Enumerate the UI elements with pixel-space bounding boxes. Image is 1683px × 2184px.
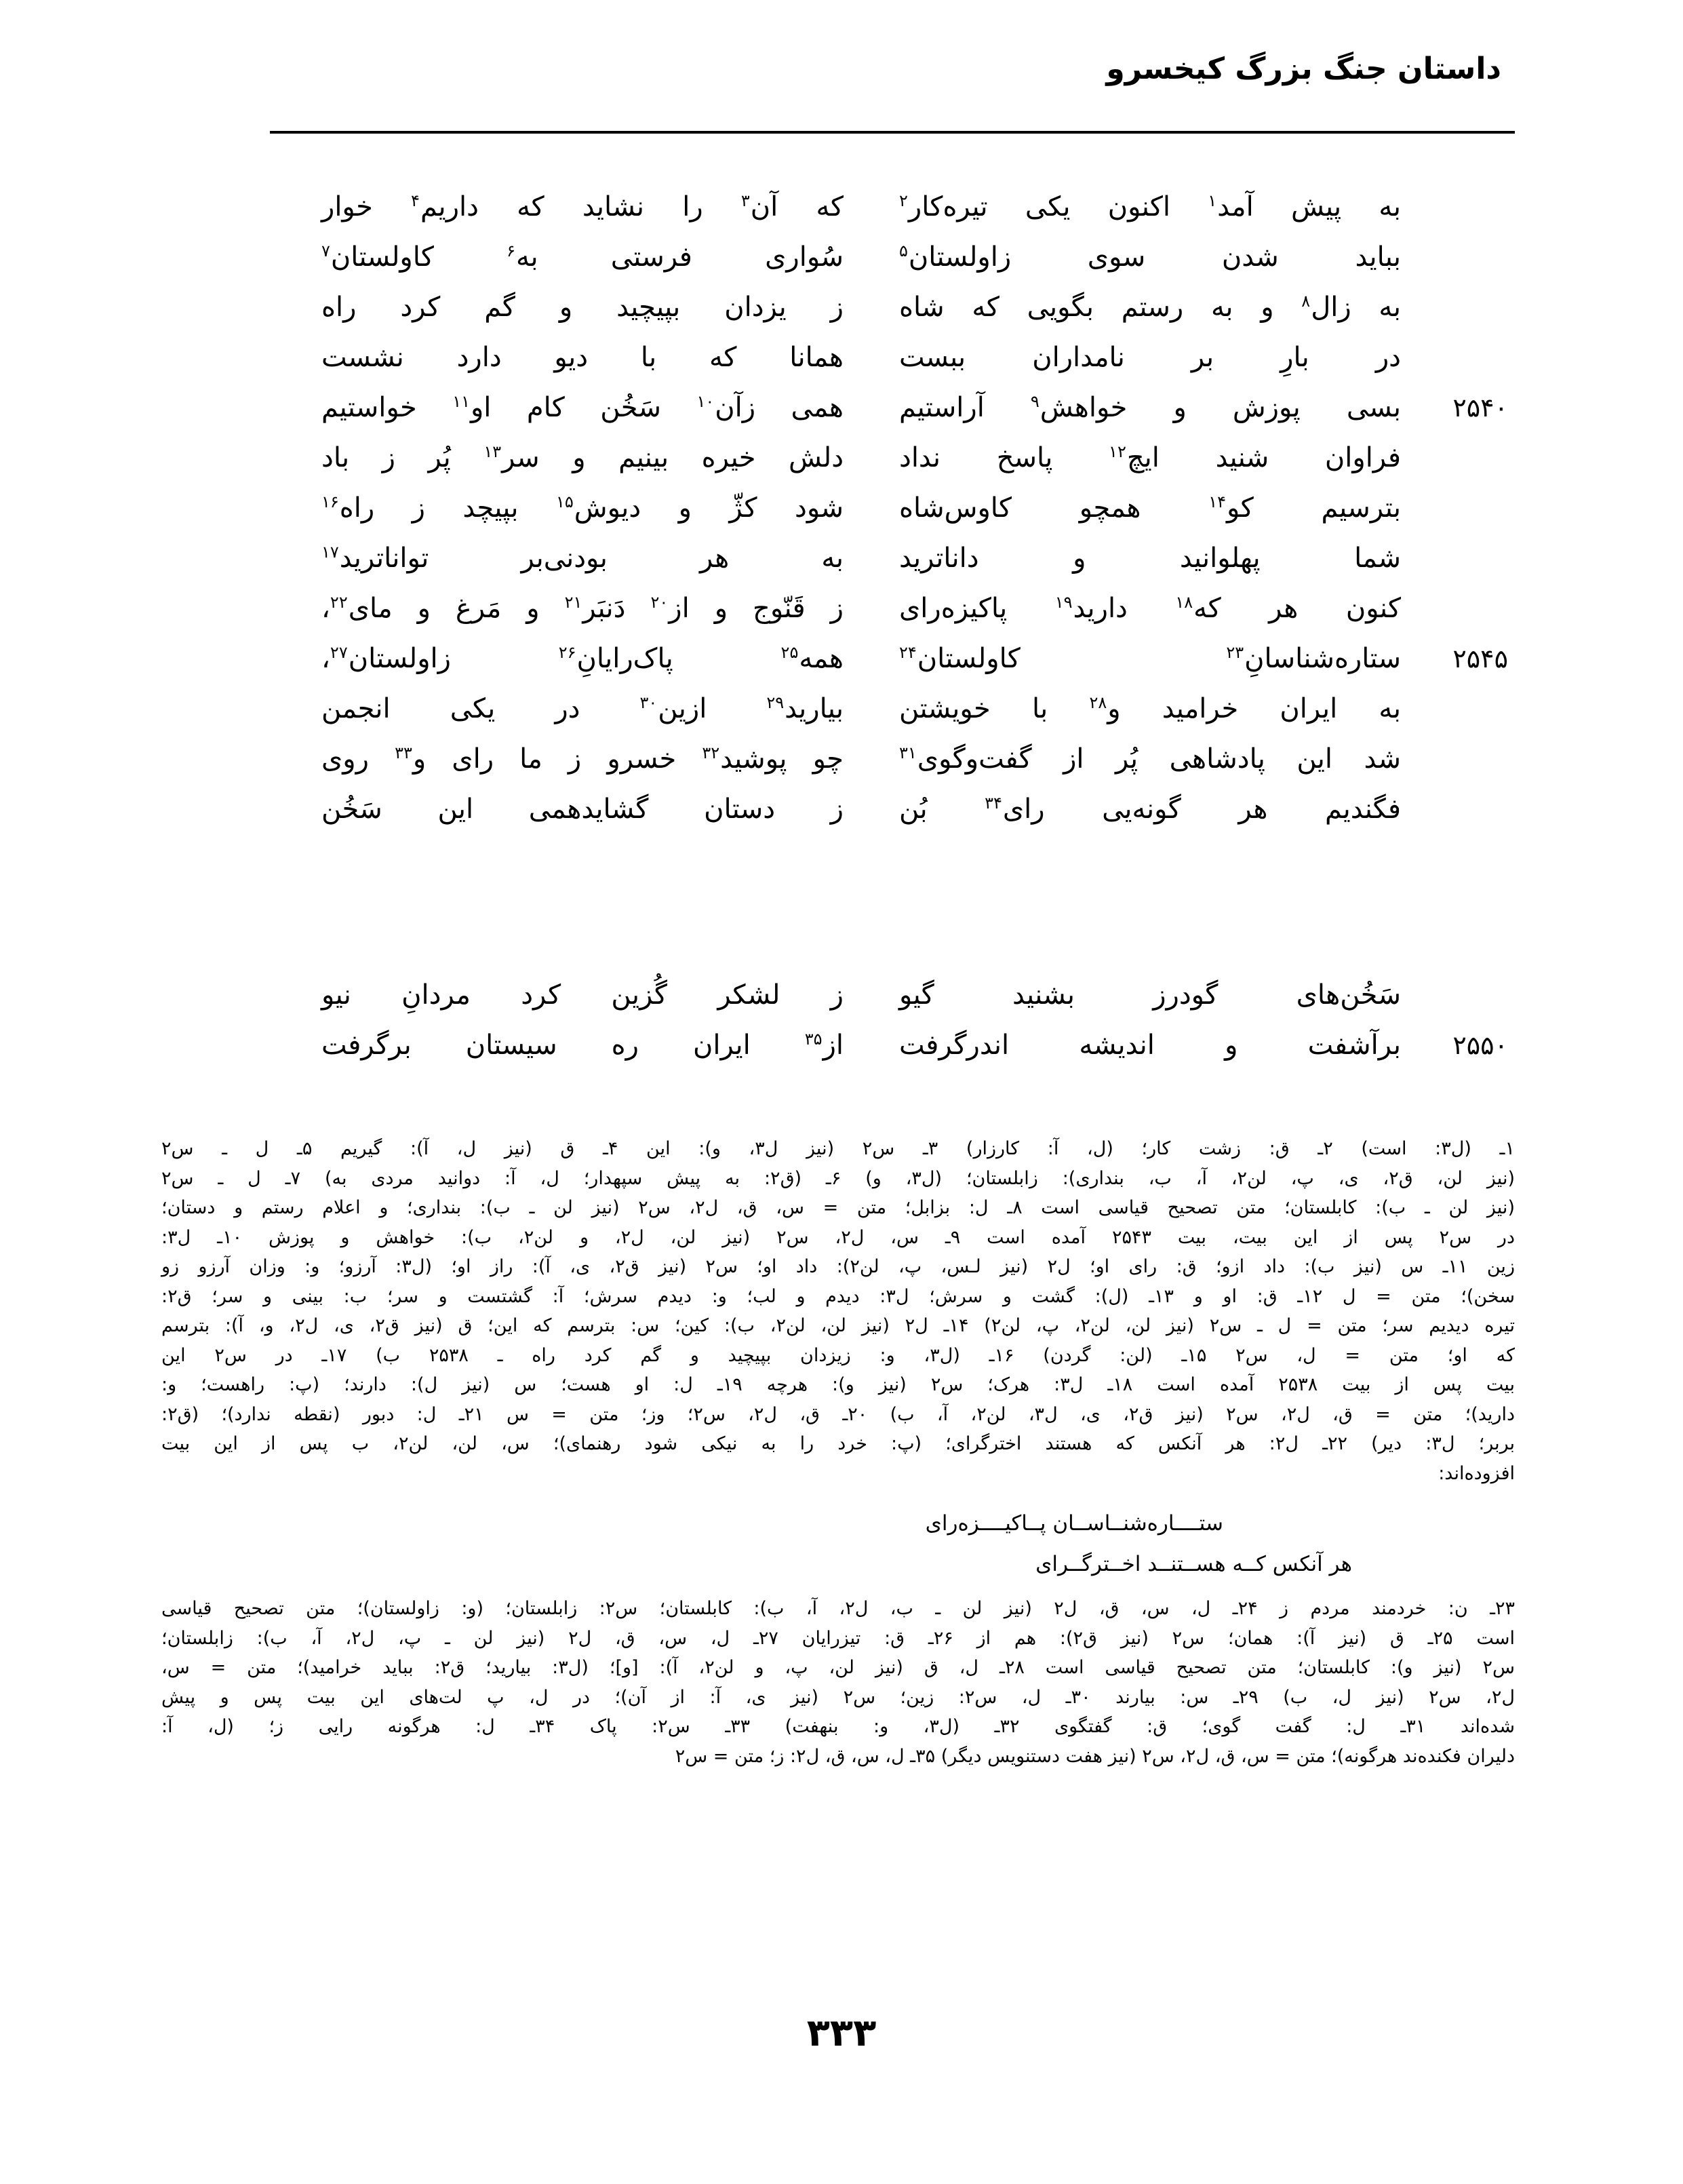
running-head <box>168 53 1515 100</box>
hemistich-second: ز دستان گشایدهمی این سَخُن <box>321 794 844 825</box>
apparatus-line: (نیز لن ـ ب): کابلستان؛ متن تصحیح قیاسی است ۸ـ ل: بزابل؛ متن = س، ق، ل۲، س۲ (نیز لن ـ ب): بنداری؛ و اعلام رستم و دستان؛ <box>161 1197 1515 1218</box>
header-rule <box>270 131 1515 134</box>
hemistich-first: برآشفت و اندیشه اندرگرفت <box>899 1030 1401 1061</box>
apparatus-line: دلیران فکنده‌ند هرگونه)؛ متن = س، ق، ل۲، س۲ (نیز هفت دستنویس دیگر) ۳۵ـ ل، س، ق، ل۲: ز؛ متن = س۲ <box>675 1745 1515 1767</box>
hemistich-first: فراوان شنید ایچ$^{۱۲}$ پاسخ نداد <box>899 442 1401 473</box>
couplet-list <box>270 182 1515 834</box>
inserted-hemistich-1: ستــــاره‌شنــاســان پــاکیــــزه‌رای <box>925 1511 1223 1536</box>
couplet <box>270 433 1515 483</box>
hemistich-first: بباید شدن سوی زاولستان$^۵$ <box>899 241 1401 273</box>
hemistich-second: ز یزدان بپیچید و گم کرد راه <box>321 292 844 323</box>
hemistich-first: به زال$^۸$ و به رستم بگویی که شاه <box>899 291 1401 323</box>
apparatus-line: در س۲ پس از این بیت، بیت ۲۵۴۳ آمده است ۹ـ س، ل۲، س۲ (نیز لن، ل۲، و لن۲، ب): خواهش و پوزش ۱۰ـ ل۳: <box>161 1226 1515 1248</box>
hemistich-second: به هر بودنی‌بر تواناترید$^{۱۷}$ <box>321 542 844 574</box>
running-head-title: داستان جنگ بزرگ کیخسرو <box>1106 52 1501 86</box>
apparatus-line: افزوده‌اند: <box>1438 1462 1515 1484</box>
apparatus-line: (نیز لن، ق۲، ی، پ، لن۲، آ، ب، بنداری): زابلستان؛ (ل۳، و) ۶ـ (ق۲: به پیش سپهدار؛ ل، آ: دوانید مردی به) ۷ـ ل ـ س۲ <box>161 1167 1515 1189</box>
apparatus-line: ۱ـ (ل۳: است) ۲ـ ق: زشت کار؛ (ل، آ: کارزار) ۳ـ س۲ (نیز ل۳، و): این ۴ـ ق (نیز ل، آ): گیریم ۵ـ ل ـ س۲ <box>161 1138 1515 1159</box>
hemistich-second: همانا که با دیو دارد نشست <box>321 342 844 373</box>
hemistich-first: بترسیم کو$^{۱۴}$ همچو کاوس‌شاه <box>899 492 1401 524</box>
couplet <box>270 970 1515 1020</box>
apparatus-line: ل۲، س۲ (نیز ل، ب) ۲۹ـ س: بیارند ۳۰ـ ل، س۲: زین؛ س۲ (نیز ی، آ: از آن)؛ در ل، پ لت‌های این بیت پس و پیش <box>161 1686 1515 1708</box>
couplet <box>270 684 1515 734</box>
hemistich-second: سُواری فرستی به$^۶$ کاولستان$^۷$ <box>321 241 844 273</box>
couplet <box>270 483 1515 533</box>
hemistich-second: ز قَنّوج و از$^{۲۰}$ دَنبَر$^{۲۱}$ و مَرغ و مای$^{۲۲}$، <box>321 592 844 624</box>
apparatus-line: شده‌اند ۳۱ـ ل: گفت گوی؛ ق: گفتگوی ۳۲ـ (ل۳، و: بنهفت) ۳۳ـ س۲: پاک ۳۴ـ ل: هرگونه رایی ز؛ (ل، آ: <box>161 1716 1515 1737</box>
hemistich-second: همی زآن$^{۱۰}$ سَخُن کام او$^{۱۱}$ خواستیم <box>321 391 844 423</box>
hemistich-first: به ایران خرامید و$^{۲۸}$ با خویشتن <box>899 693 1402 724</box>
apparatus-line: که او؛ متن = ل، س۲ ۱۵ـ (لن: گردن) ۱۶ـ (ل۳، و: زیزدان بپیچید و گم کرد راه ـ ۲۵۳۸ ب) ۱۷ـ در س۲ این <box>161 1344 1515 1366</box>
verse-number: ۲۵۵۰ <box>1452 1030 1508 1060</box>
couplet <box>270 784 1515 834</box>
hemistich-first: شد این پادشاهی پُر از گفت‌وگوی$^{۳۱}$ <box>899 743 1401 775</box>
hemistich-second: همه$^{۲۵}$ پاک‌رایانِ$^{۲۶}$ زاولستان$^{۲۷}$، <box>321 642 844 674</box>
couplet <box>270 332 1515 383</box>
hemistich-first: ستاره‌شناسانِ$^{۲۳}$ کاولستان$^{۲۴}$ <box>899 642 1401 674</box>
hemistich-second: که آن$^۳$ را نشاید که داریم$^۴$ خوار <box>321 191 844 222</box>
hemistich-first: کنون هر که$^{۱۸}$ دارید$^{۱۹}$ پاکیزه‌رای <box>899 592 1401 624</box>
apparatus-line: تیره دیدیم سر؛ متن = ل ـ س۲ (نیز لن، لن۲، پ، لن۲) ۱۴ـ ل۲ (نیز لن، لن۲، ب): کین؛ س: بترسم که این؛ ق (نیز ق۲، ی، ل۲، و، آ): بترسم <box>161 1315 1515 1336</box>
apparatus-lines <box>161 1134 1515 1488</box>
page-number: ۳۳۳ <box>806 2011 877 2055</box>
hemistich-first: به پیش آمد$^۱$ اکنون یکی تیره‌کار$^۲$ <box>899 191 1402 222</box>
couplet <box>270 282 1515 332</box>
hemistich-second: از$^{۳۵}$ ایران ره سیستان برگرفت <box>321 1029 844 1061</box>
apparatus-inserted-verse <box>161 1503 1515 1584</box>
apparatus-line: است ۲۵ـ ق (نیز آ): همان؛ س۲ (نیز ق۲): هم از ۲۶ـ ق: تیزرایان ۲۷ـ ل، س، ق، ل۲ (نیز لن ـ پ، ل۲، آ، ب): زابلستان؛ <box>161 1627 1515 1649</box>
couplet-list-after-break <box>270 899 1515 1070</box>
apparatus-line: زین ۱۱ـ س (نیز ب): داد ازو؛ ق: رای او؛ ل۲ (نیز لـس، پ، لن۲): داد او؛ س۲ (نیز ق۲، ی، آ): راز او؛ (ل۳: آرزو؛ و: وزان آرزو زو <box>161 1256 1515 1277</box>
couplet <box>270 583 1515 633</box>
apparatus-line: ۲۳ـ ن: خردمند مردم ز ۲۴ـ ل، س، ق، ل۲ (نیز لن ـ ب، ل۲، آ، ب): کابلستان؛ س۲: زابلستان؛ (و: زاولستان)؛ متن تصحیح قیاسی <box>161 1598 1515 1619</box>
hemistich-second: چو پوشید$^{۳۲}$ خسرو ز ما رای و$^{۳۳}$ روی <box>321 743 844 775</box>
critical-apparatus <box>161 1134 1515 1771</box>
hemistich-second: دلش خیره بینیم و سر$^{۱۳}$ پُر ز باد <box>321 442 844 473</box>
apparatus-line: بیت پس از بیت ۲۵۳۸ آمده است ۱۸ـ ل۳: هرک؛ س۲ (نیز و): هرچه ۱۹ـ ل: او هست؛ س (نیز ل): دارند؛ (پ: راهست؛ و: <box>161 1374 1516 1395</box>
couplet <box>270 633 1515 684</box>
couplet <box>270 734 1515 784</box>
verse-block <box>270 182 1515 1070</box>
couplet <box>270 533 1515 583</box>
hemistich-first: شما پهلوانید و داناترید <box>899 543 1401 574</box>
hemistich-second: بیارید$^{۲۹}$ ازین$^{۳۰}$ در یکی انجمن <box>321 693 844 724</box>
couplet <box>270 383 1515 433</box>
verse-number: ۲۵۴۰ <box>1452 393 1508 423</box>
stanza-break <box>270 899 1515 970</box>
couplet <box>270 182 1515 232</box>
apparatus-line: دارید)؛ متن = ق، ل۲، س۲ (نیز ق۲، ی، ل۳، لن۲، آ، ب) ۲۰ـ ق، ل۲، س۲؛ وز؛ متن = س ۲۱ـ ل: دبور (نقطه ندارد)؛ (ق۲: <box>161 1403 1515 1425</box>
apparatus-line: بربر؛ ل۳: دیر) ۲۲ـ ل۲: هر آنکس که هستند اخترگرای؛ (پ: خرد را به نیکی شود رهنمای)؛ س، لن، لن۲، ب پس از این بیت <box>161 1433 1516 1454</box>
hemistich-first: در بارِ بر نامداران ببست <box>899 342 1401 373</box>
couplet <box>270 232 1515 282</box>
hemistich-second: شود کژّ و دیوش$^{۱۵}$ بپیچد ز راه$^{۱۶}$ <box>321 492 844 524</box>
hemistich-first: فگندیم هر گونه‌یی رای$^{۳۴}$ بُن <box>899 793 1402 825</box>
verse-number: ۲۵۴۵ <box>1452 644 1508 674</box>
hemistich-first: سَخُن‌های گودرز بشنید گیو <box>899 979 1401 1011</box>
apparatus-lines-continued <box>161 1594 1515 1771</box>
apparatus-line: س۲ (نیز و): کابلستان؛ متن تصحیح قیاسی است ۲۸ـ ل، ق (نیز لن، پ، و لن۲، آ): [و]؛ (ل۳: بیارید؛ ق۲: بباید خرامید)؛ متن = س، <box>161 1657 1515 1678</box>
hemistich-first: بسی پوزش و خواهش$^۹$ آراستیم <box>899 391 1401 423</box>
inserted-hemistich-2: هر آنکس کــه هســتنــد اخــترگــرای <box>1035 1552 1352 1576</box>
couplet <box>270 1020 1515 1070</box>
hemistich-second: ز لشکر گُزین کرد مردانِ نیو <box>321 979 844 1011</box>
apparatus-line: سخن)؛ متن = ل ۱۲ـ ق: او و ۱۳ـ (ل): گشت و سرش؛ ل۳: دیدم و لب؛ و: دیدم سرش؛ آ: گشتست و سر؛ ب: بینی و سر؛ ق۲: <box>161 1285 1515 1307</box>
